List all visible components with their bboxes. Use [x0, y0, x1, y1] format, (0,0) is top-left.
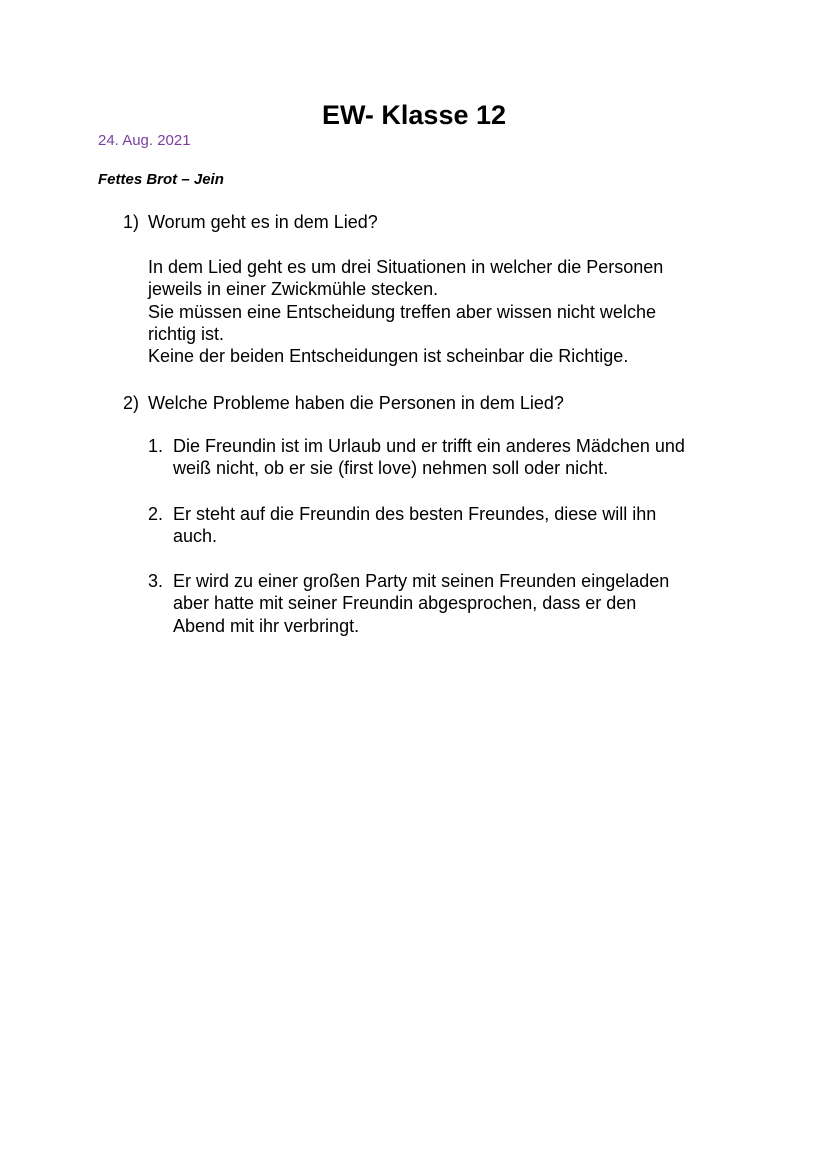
question-2 [123, 392, 564, 414]
answer-line: Keine der beiden Entscheidungen ist scheinbar die Richtige. [148, 346, 629, 367]
problem-item-line: weiß nicht, ob er sie (first love) nehmen soll oder nicht. [173, 458, 609, 479]
answer-line: Sie müssen eine Entscheidung treffen aber wissen nicht welche [148, 301, 656, 322]
answer-line: jeweils in einer Zwickmühle stecken. [148, 279, 439, 300]
problem-item-line: Abend mit ihr verbringt. [173, 615, 360, 636]
song-title: Fettes Brot – Jein [98, 171, 224, 188]
question-2-text: Welche Probleme haben die Personen in dem Lied? [148, 393, 564, 413]
problem-item-number: 3. [148, 571, 164, 591]
problem-item-line: Er wird zu einer großen Party mit seinen Freunden eingeladen [173, 571, 670, 591]
question-2-number: 2) [123, 393, 140, 413]
problem-item-number: 1. [148, 436, 164, 456]
problem-item-number: 2. [148, 504, 164, 524]
answer-line: richtig ist. [148, 323, 225, 344]
problem-item-3 [148, 570, 669, 637]
question-1-text: Worum geht es in dem Lied? [148, 212, 378, 232]
date-label: 24. Aug. 2021 [98, 132, 191, 149]
question-1-answer [148, 256, 663, 367]
problem-item-line: Die Freundin ist im Urlaub und er trifft ein anderes Mädchen und [173, 436, 685, 456]
problem-item-line: aber hatte mit seiner Freundin abgesprochen, dass er den [173, 593, 637, 614]
question-1 [123, 211, 378, 233]
question-1-number: 1) [123, 212, 140, 232]
problem-item-line: auch. [173, 526, 218, 547]
problem-item-1 [148, 435, 685, 480]
page-title: EW- Klasse 12 [321, 100, 507, 130]
problem-item-2 [148, 503, 656, 548]
problem-item-line: Er steht auf die Freundin des besten Freundes, diese will ihn [173, 504, 657, 524]
answer-line: In dem Lied geht es um drei Situationen in welcher die Personen [148, 257, 664, 277]
